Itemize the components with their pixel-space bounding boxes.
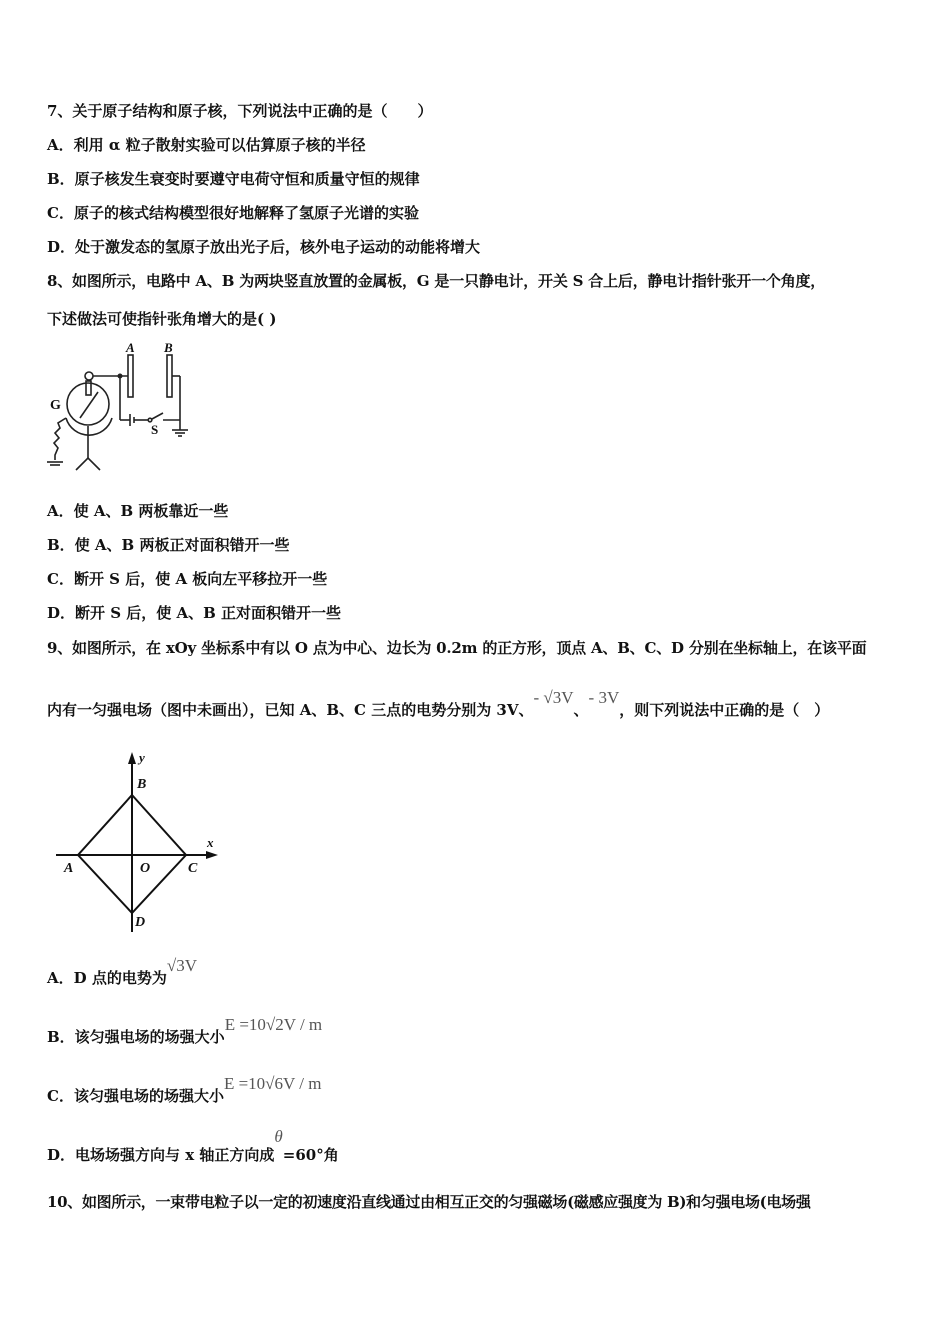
q9-label-c: C (188, 861, 198, 876)
q9-stem-line2 (47, 688, 830, 720)
q9-separator: 、 (573, 701, 589, 719)
q9-option-c-formula: E =10√6V / m (223, 1074, 322, 1093)
q8-stem-line1: 8、如图所示，电路中 A、B 为两块竖直放置的金属板，G 是一只静电计，开关 S 合上后，静电计指针张开一个角度， (47, 272, 826, 290)
q9-potential-c: - 3V (588, 688, 620, 707)
q9-label-d: D (135, 915, 146, 930)
q9-square-diagram (56, 756, 212, 932)
q8-option-a: A．使 A、B 两板靠近一些 (47, 502, 229, 520)
q9-option-d-tail: =60°角 (282, 1146, 339, 1164)
q8-stem-line2: 下述做法可使指针张角增大的是( ) (47, 310, 277, 328)
q8-label-b: B (164, 340, 173, 355)
q9-option-c (47, 1074, 322, 1106)
q9-option-a (47, 956, 197, 988)
q9-stem-tail: ，则下列说法中正确的是（ ） (619, 701, 830, 719)
q9-potential-b: - √3V (533, 688, 574, 707)
q9-option-b (47, 1015, 323, 1047)
q7-option-a: A．利用 α 粒子散射实验可以估算原子核的半径 (47, 136, 366, 154)
q9-label-b: B (137, 777, 147, 792)
q8-option-b: B．使 A、B 两板正对面积错开一些 (47, 536, 290, 554)
q8-label-a: A (126, 340, 135, 355)
q8-label-s: S (151, 422, 159, 437)
q7-option-d: D．处于激发态的氢原子放出光子后，核外电子运动的动能将增大 (47, 238, 481, 256)
q9-option-d-theta: θ (274, 1127, 283, 1146)
q9-option-b-text: B．该匀强电场的场强大小 (47, 1028, 225, 1046)
q7-stem: 7、关于原子结构和原子核，下列说法中正确的是（ ） (47, 102, 433, 120)
q7-option-b: B．原子核发生衰变时要遵守电荷守恒和质量守恒的规律 (47, 170, 420, 188)
q9-label-o: O (140, 861, 151, 876)
q8-label-g: G (50, 398, 61, 413)
q10-stem-line1: 10、如图所示，一束带电粒子以一定的初速度沿直线通过由相互正交的匀强磁场(磁感应强度为 B)和匀强电场(电场强 (47, 1193, 811, 1211)
q9-option-a-formula: √3V (166, 956, 197, 975)
q7-option-c: C．原子的核式结构模型很好地解释了氢原子光谱的实验 (47, 204, 419, 222)
q9-label-y: y (139, 750, 145, 765)
q9-option-d (47, 1127, 339, 1165)
q9-option-d-text: D．电场场强方向与 x 轴正方向成 (47, 1146, 275, 1164)
q9-stem-text: 内有一匀强电场（图中未画出），已知 A、B、C 三点的电势分别为 3V、 (47, 701, 534, 719)
q9-option-b-formula: E =10√2V / m (224, 1015, 323, 1034)
q8-option-c: C．断开 S 后，使 A 板向左平移拉开一些 (47, 570, 328, 588)
q9-stem-line1: 9、如图所示，在 xOy 坐标系中有以 O 点为中心、边长为 0.2m 的正方形，顶点 A、B、C、D 分别在坐标轴上，在该平面 (47, 639, 867, 657)
q9-label-x: x (207, 835, 214, 850)
q8-option-d: D．断开 S 后，使 A、B 正对面积错开一些 (47, 604, 342, 622)
q9-option-c-text: C．该匀强电场的场强大小 (47, 1087, 224, 1105)
q9-option-a-text: A．D 点的电势为 (47, 969, 167, 987)
q9-label-a: A (64, 861, 74, 876)
